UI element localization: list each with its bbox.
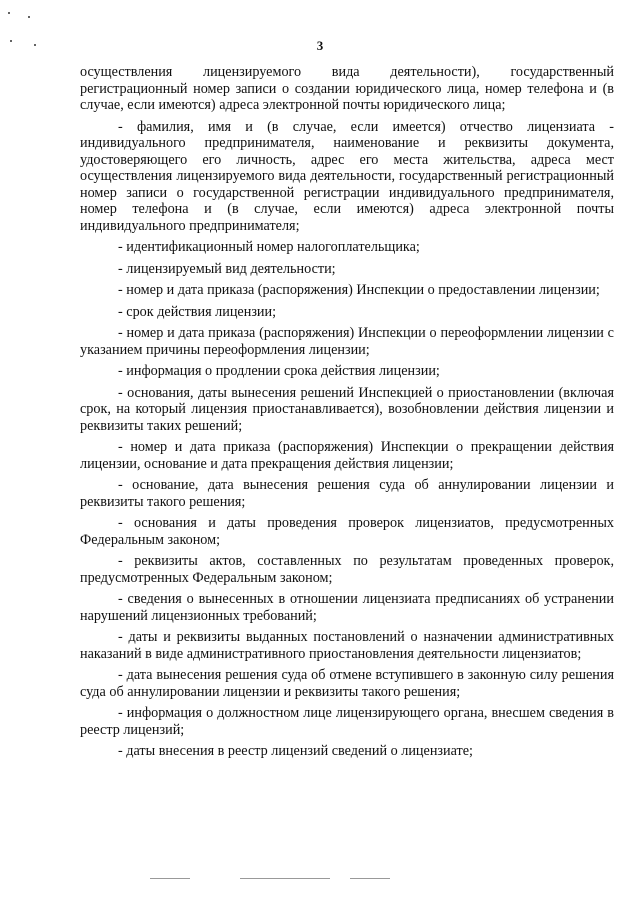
scan-line — [350, 878, 390, 879]
scan-line — [150, 878, 190, 879]
paragraph: - реквизиты актов, составленных по результатам проведенных проверок, предусмотренных Федеральным законом; — [80, 553, 614, 586]
paragraph: - даты внесения в реестр лицензий сведений о лицензиате; — [118, 743, 473, 759]
paragraph: - срок действия лицензии; — [118, 303, 277, 320]
paragraph: - информация о продлении срока действия лицензии; — [118, 363, 440, 379]
paragraph: - информация о должностном лице лицензирующего органа, внесшем сведения в реестр лицензий; — [80, 705, 614, 738]
paragraph: - идентификационный номер налогоплательщика; — [118, 239, 420, 255]
paragraph: - номер и дата приказа (распоряжения) Инспекции о предоставлении лицензии; — [118, 282, 600, 298]
paragraph: - дата вынесения решения суда об отмене вступившего в законную силу решения суда об аннулировании лицензии и реквизиты такого решения; — [80, 667, 614, 700]
paragraph: - даты и реквизиты выданных постановлений о назначении административных наказаний в виде административного приостановления деятельности лицензиатов; — [80, 629, 614, 662]
paragraph: - основание, дата вынесения решения суда об аннулировании лицензии и реквизиты такого решения; — [80, 477, 614, 510]
document-body — [80, 64, 614, 765]
scan-dot — [8, 12, 10, 14]
paragraph: - основания, даты вынесения решений Инспекцией о приостановлении (включая срок, на который лицензия приостанавливается), возобновлении действия лицензии и реквизиты таких решений; — [80, 384, 614, 434]
scan-line — [240, 878, 330, 879]
paragraph: - лицензируемый вид деятельности; — [118, 260, 336, 277]
paragraph: - номер и дата приказа (распоряжения) Инспекции о переоформлении лицензии с указанием причины переоформления лицензии; — [80, 325, 614, 358]
paragraph: - номер и дата приказа (распоряжения) Инспекции о прекращении действия лицензии, основание и дата прекращения действия лицензии; — [80, 439, 614, 472]
paragraph: - фамилия, имя и (в случае, если имеется) отчество лицензиата - индивидуального предпринимателя, наименование и реквизиты документа, удостоверяющего его личность, адрес его места жительства, адреса мест осуществления лицензируемого вида деятельности, государственный регистрационный номер записи о государственной регистрации индивидуального предпринимателя, номер телефона и (в случае, если имеются) адреса электронной почты индивидуального предпринимателя; — [80, 118, 614, 234]
scan-dot — [28, 16, 30, 18]
paragraph: - сведения о вынесенных в отношении лицензиата предписаниях об устранении нарушений лицензионных требований; — [80, 591, 614, 624]
paragraph: осуществления лицензируемого вида деятельности), государственный регистрационный номер записи о создании юридического лица, номер телефона и (в случае, если имеются) адреса электронной почты юридического лица; — [80, 64, 614, 113]
page-number: 3 — [316, 38, 324, 53]
paragraph: - основания и даты проведения проверок лицензиатов, предусмотренных Федеральным законом; — [80, 515, 614, 548]
